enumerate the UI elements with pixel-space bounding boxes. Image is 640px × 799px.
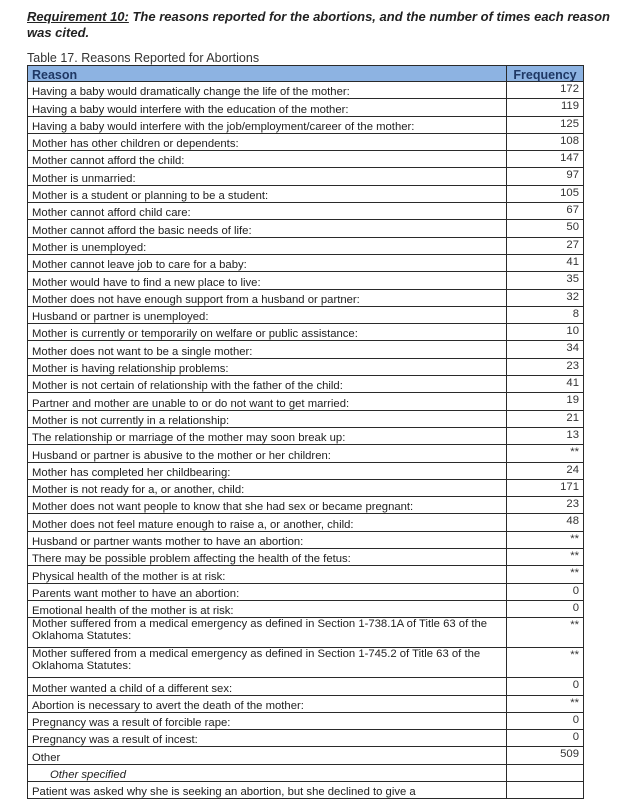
frequency-cell: 23 — [507, 358, 584, 375]
frequency-cell: 0 — [507, 730, 584, 747]
frequency-cell: 119 — [507, 99, 584, 116]
table-row — [28, 531, 584, 548]
table-row — [28, 393, 584, 410]
frequency-cell: 125 — [507, 116, 584, 133]
frequency-cell: ** — [507, 695, 584, 712]
reason-cell: Mother cannot leave job to care for a baby: — [28, 254, 507, 271]
reason-cell: Mother does not have enough support from a husband or partner: — [28, 289, 507, 306]
table-row — [28, 764, 584, 781]
reason-cell: Partner and mother are unable to or do not want to get married: — [28, 393, 507, 410]
frequency-cell: 509 — [507, 747, 584, 764]
reason-cell: Patient was asked why she is seeking an abortion, but she declined to give a — [28, 781, 507, 798]
reason-cell: Mother is not currently in a relationship: — [28, 410, 507, 427]
reason-cell: Mother would have to find a new place to live: — [28, 272, 507, 289]
reason-cell: Mother is not ready for a, or another, child: — [28, 479, 507, 496]
frequency-cell: 0 — [507, 712, 584, 729]
frequency-cell: 172 — [507, 82, 584, 99]
table-row — [28, 272, 584, 289]
table-row — [28, 289, 584, 306]
table-row — [28, 220, 584, 237]
reason-cell: Mother has other children or dependents: — [28, 133, 507, 150]
table-row — [28, 712, 584, 729]
table-row — [28, 427, 584, 444]
frequency-cell: 0 — [507, 678, 584, 695]
frequency-cell: 10 — [507, 324, 584, 341]
table-row — [28, 151, 584, 168]
reason-cell: Mother is currently or temporarily on welfare or public assistance: — [28, 324, 507, 341]
table-caption: Table 17. Reasons Reported for Abortions — [27, 51, 260, 65]
reason-cell: Mother cannot afford the child: — [28, 151, 507, 168]
reason-cell: Mother is not certain of relationship with the father of the child: — [28, 376, 507, 393]
table-row — [28, 695, 584, 712]
table-row — [28, 497, 584, 514]
table-row — [28, 133, 584, 150]
frequency-cell: 24 — [507, 462, 584, 479]
table-row — [28, 514, 584, 531]
frequency-cell: 108 — [507, 133, 584, 150]
reason-cell: Having a baby would interfere with the job/employment/career of the mother: — [28, 116, 507, 133]
reason-cell: Mother is unemployed: — [28, 237, 507, 254]
table-row — [28, 82, 584, 99]
requirement-heading — [27, 9, 617, 41]
frequency-cell: 67 — [507, 203, 584, 220]
table-row — [28, 600, 584, 617]
frequency-cell: 171 — [507, 479, 584, 496]
table-header-row — [28, 66, 584, 82]
reason-cell: Mother is having relationship problems: — [28, 358, 507, 375]
reason-cell: Pregnancy was a result of forcible rape: — [28, 712, 507, 729]
frequency-cell: ** — [507, 566, 584, 583]
table-row — [28, 358, 584, 375]
table-row — [28, 203, 584, 220]
reason-cell: Mother does not feel mature enough to raise a, or another, child: — [28, 514, 507, 531]
reason-cell: Pregnancy was a result of incest: — [28, 730, 507, 747]
table-row — [28, 324, 584, 341]
table-row — [28, 549, 584, 566]
frequency-cell: 97 — [507, 168, 584, 185]
reason-cell: Mother is a student or planning to be a student: — [28, 185, 507, 202]
table-row — [28, 462, 584, 479]
reason-cell: Parents want mother to have an abortion: — [28, 583, 507, 600]
table-row — [28, 566, 584, 583]
table-row — [28, 168, 584, 185]
reason-cell: The relationship or marriage of the mother may soon break up: — [28, 427, 507, 444]
frequency-cell: 8 — [507, 306, 584, 323]
reason-cell: Husband or partner is unemployed: — [28, 306, 507, 323]
frequency-cell: 41 — [507, 376, 584, 393]
table-row — [28, 618, 584, 648]
table-row — [28, 781, 584, 798]
table-row — [28, 99, 584, 116]
frequency-cell: 19 — [507, 393, 584, 410]
reason-cell: Mother does not want people to know that she had sex or became pregnant: — [28, 497, 507, 514]
frequency-cell: 0 — [507, 583, 584, 600]
reason-cell: Other specified — [28, 764, 507, 781]
frequency-cell: ** — [507, 648, 584, 678]
frequency-cell: 41 — [507, 254, 584, 271]
frequency-cell: ** — [507, 618, 584, 648]
reason-cell: Having a baby would dramatically change the life of the mother: — [28, 82, 507, 99]
frequency-cell — [507, 781, 584, 798]
table-row — [28, 341, 584, 358]
frequency-cell: ** — [507, 531, 584, 548]
frequency-cell: 147 — [507, 151, 584, 168]
reason-cell: Other — [28, 747, 507, 764]
table-row — [28, 747, 584, 764]
reason-cell: Mother has completed her childbearing: — [28, 462, 507, 479]
reason-cell: There may be possible problem affecting the health of the fetus: — [28, 549, 507, 566]
header-reason: Reason — [28, 66, 507, 82]
reason-cell: Abortion is necessary to avert the death of the mother: — [28, 695, 507, 712]
table-row — [28, 116, 584, 133]
reason-cell: Having a baby would interfere with the education of the mother: — [28, 99, 507, 116]
table-row — [28, 254, 584, 271]
frequency-cell: ** — [507, 549, 584, 566]
table-row — [28, 583, 584, 600]
reason-cell: Mother cannot afford the basic needs of life: — [28, 220, 507, 237]
frequency-cell: 48 — [507, 514, 584, 531]
requirement-text: The reasons reported for the abortions, and the number of times each reason was cited. — [27, 9, 610, 40]
reason-cell: Husband or partner wants mother to have an abortion: — [28, 531, 507, 548]
table-row — [28, 237, 584, 254]
table-row — [28, 306, 584, 323]
table-row — [28, 376, 584, 393]
reason-cell: Physical health of the mother is at risk: — [28, 566, 507, 583]
table-row — [28, 410, 584, 427]
reason-cell: Husband or partner is abusive to the mother or her children: — [28, 445, 507, 462]
frequency-cell: 50 — [507, 220, 584, 237]
reasons-table — [27, 65, 584, 799]
table-row — [28, 678, 584, 695]
table-row — [28, 479, 584, 496]
reason-cell: Mother wanted a child of a different sex: — [28, 678, 507, 695]
reason-cell: Mother suffered from a medical emergency as defined in Section 1-745.2 of Title 63 of the Oklahoma Statutes: — [28, 648, 507, 678]
table-body — [28, 82, 584, 799]
reason-cell: Mother cannot afford child care: — [28, 203, 507, 220]
reason-cell: Emotional health of the mother is at risk: — [28, 600, 507, 617]
table-row — [28, 730, 584, 747]
table-row — [28, 185, 584, 202]
frequency-cell: 32 — [507, 289, 584, 306]
frequency-cell: 21 — [507, 410, 584, 427]
header-frequency: Frequency — [507, 66, 584, 82]
requirement-label: Requirement 10: — [27, 9, 129, 24]
table-row — [28, 648, 584, 678]
frequency-cell: 35 — [507, 272, 584, 289]
reason-cell: Mother does not want to be a single mother: — [28, 341, 507, 358]
frequency-cell: 27 — [507, 237, 584, 254]
frequency-cell: 105 — [507, 185, 584, 202]
frequency-cell: 0 — [507, 600, 584, 617]
table-row — [28, 445, 584, 462]
reason-cell: Mother is unmarried: — [28, 168, 507, 185]
reason-cell: Mother suffered from a medical emergency as defined in Section 1-738.1A of Title 63 of the Oklahoma Statutes: — [28, 618, 507, 648]
frequency-cell: 34 — [507, 341, 584, 358]
frequency-cell: ** — [507, 445, 584, 462]
frequency-cell — [507, 764, 584, 781]
frequency-cell: 23 — [507, 497, 584, 514]
frequency-cell: 13 — [507, 427, 584, 444]
